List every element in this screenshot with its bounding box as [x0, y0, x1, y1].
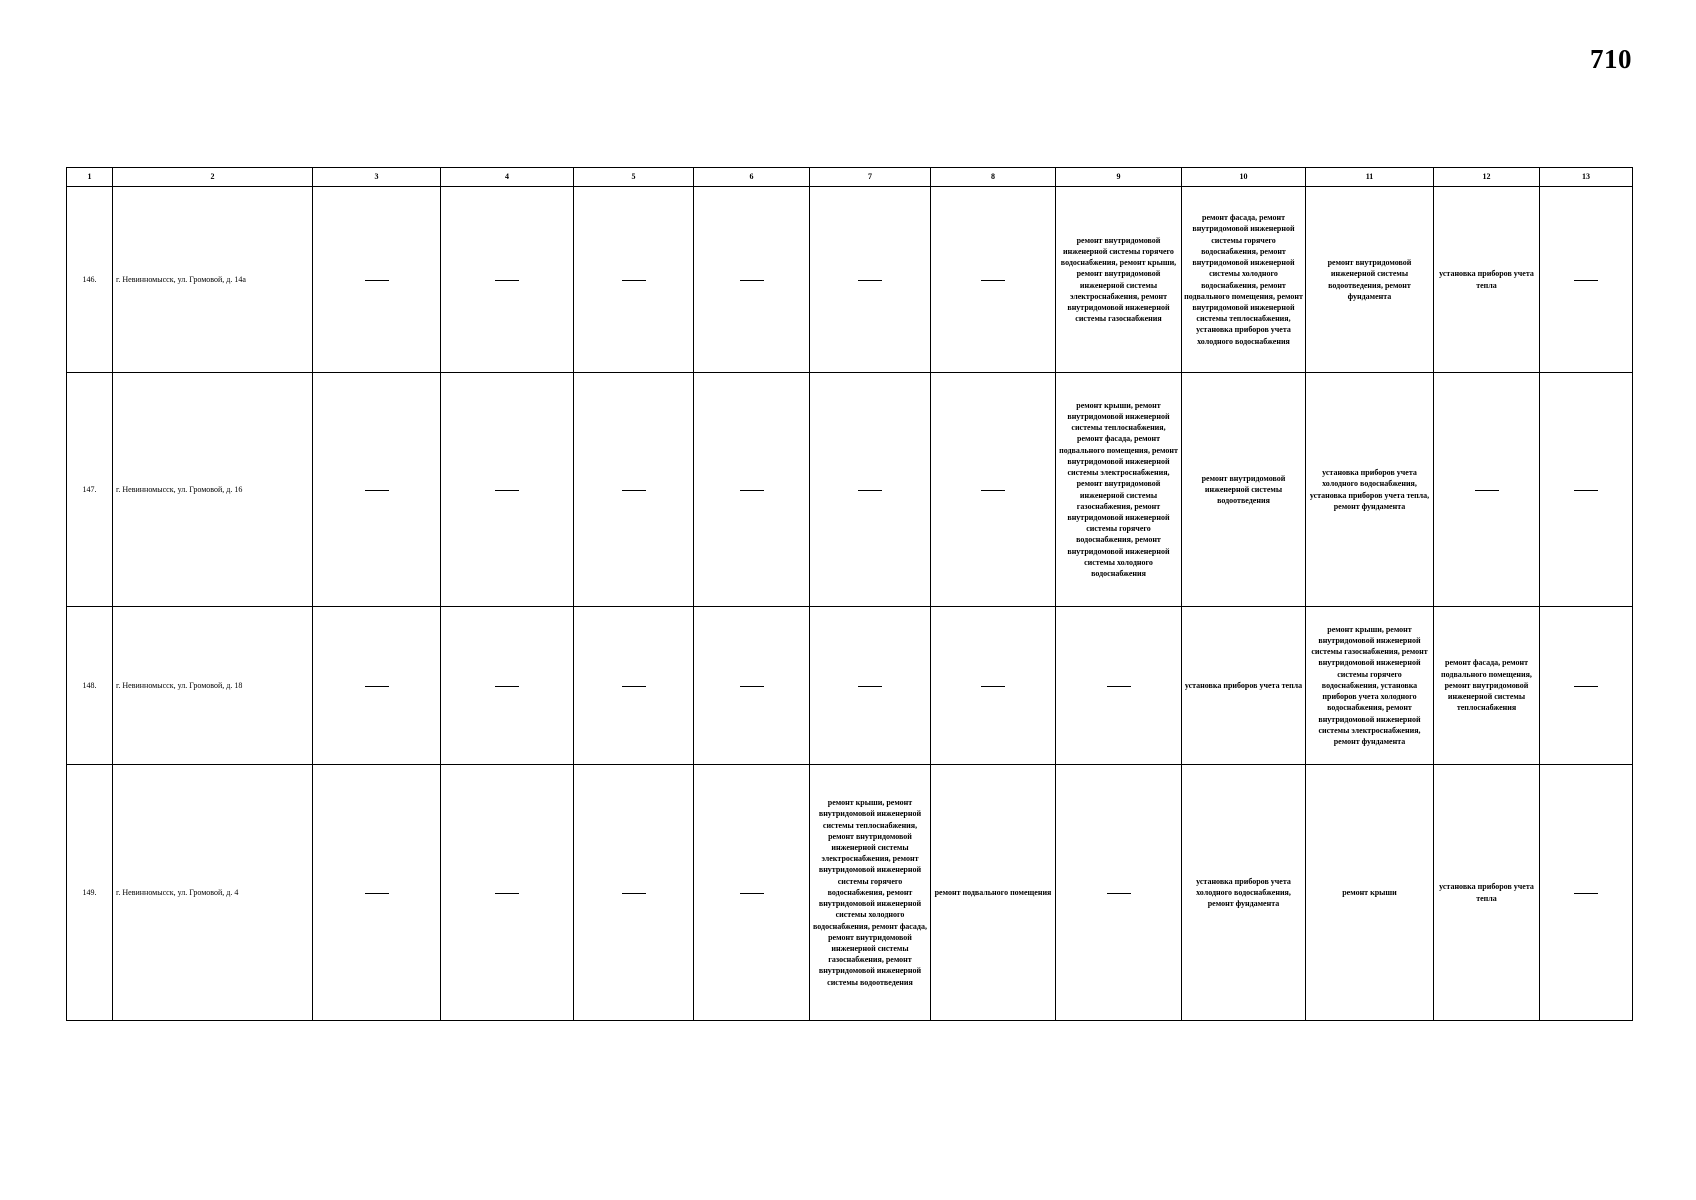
dash-mark [365, 280, 389, 281]
dash-mark [858, 280, 882, 281]
empty-cell [313, 187, 441, 373]
empty-cell [694, 607, 810, 765]
empty-cell [441, 187, 574, 373]
dash-mark [981, 490, 1005, 491]
work-cell: установка приборов учета холодного водоснабжения, установка приборов учета тепла, ремонт фундамента [1306, 373, 1434, 607]
column-header: 13 [1540, 168, 1633, 187]
empty-cell [810, 607, 931, 765]
dash-mark [365, 490, 389, 491]
dash-mark [495, 686, 519, 687]
dash-mark [1475, 490, 1499, 491]
work-cell: ремонт фасада, ремонт подвального помещения, ремонт внутридомовой инженерной системы теплоснабжения [1434, 607, 1540, 765]
table-row [67, 765, 1633, 1021]
work-cell: ремонт крыши, ремонт внутридомовой инженерной системы газоснабжения, ремонт внутридомовой инженерной системы горячего водоснабжения, установка приборов учета холодного водоснабжения, ремонт внутридомовой инженерной системы электроснабжения, ремонт фундамента [1306, 607, 1434, 765]
empty-cell [574, 373, 694, 607]
address-cell: г. Невинномысск, ул. Громовой, д. 16 [113, 373, 313, 607]
empty-cell [931, 373, 1056, 607]
column-header: 4 [441, 168, 574, 187]
works-table-container [66, 167, 1632, 1021]
empty-cell [574, 607, 694, 765]
empty-cell [1540, 765, 1633, 1021]
dash-mark [622, 893, 646, 894]
dash-mark [1574, 686, 1598, 687]
work-cell: установка приборов учета тепла [1434, 765, 1540, 1021]
dash-mark [365, 893, 389, 894]
works-table [66, 167, 1633, 1021]
dash-mark [365, 686, 389, 687]
work-cell: ремонт крыши, ремонт внутридомовой инженерной системы теплоснабжения, ремонт фасада, ремонт подвального помещения, ремонт внутридомовой инженерной системы электроснабжения, ремонт внутридомовой инженерной системы газоснабжения, ремонт внутридомовой инженерной системы горячего водоснабжения, ремонт внутридомовой инженерной системы холодного водоснабжения [1056, 373, 1182, 607]
column-header: 8 [931, 168, 1056, 187]
empty-cell [931, 187, 1056, 373]
empty-cell [810, 373, 931, 607]
dash-mark [622, 490, 646, 491]
column-header: 3 [313, 168, 441, 187]
column-header: 1 [67, 168, 113, 187]
dash-mark [495, 280, 519, 281]
dash-mark [1574, 490, 1598, 491]
dash-mark [1574, 893, 1598, 894]
table-row [67, 607, 1633, 765]
dash-mark [740, 280, 764, 281]
empty-cell [931, 607, 1056, 765]
dash-mark [1574, 280, 1598, 281]
row-number: 148. [67, 607, 113, 765]
dash-mark [495, 490, 519, 491]
empty-cell [694, 373, 810, 607]
empty-cell [694, 765, 810, 1021]
dash-mark [622, 686, 646, 687]
dash-mark [1107, 893, 1131, 894]
dash-mark [981, 686, 1005, 687]
address-cell: г. Невинномысск, ул. Громовой, д. 4 [113, 765, 313, 1021]
dash-mark [740, 893, 764, 894]
empty-cell [694, 187, 810, 373]
address-cell: г. Невинномысск, ул. Громовой, д. 14а [113, 187, 313, 373]
dash-mark [740, 686, 764, 687]
dash-mark [622, 280, 646, 281]
empty-cell [810, 187, 931, 373]
page-number: 710 [1590, 44, 1632, 74]
column-header: 2 [113, 168, 313, 187]
row-number: 146. [67, 187, 113, 373]
column-header: 9 [1056, 168, 1182, 187]
empty-cell [313, 607, 441, 765]
empty-cell [1540, 373, 1633, 607]
table-row [67, 187, 1633, 373]
empty-cell [1434, 373, 1540, 607]
work-cell: ремонт внутридомовой инженерной системы водоотведения [1182, 373, 1306, 607]
dash-mark [1107, 686, 1131, 687]
empty-cell [441, 373, 574, 607]
work-cell: ремонт внутридомовой инженерной системы горячего водоснабжения, ремонт крыши, ремонт внутридомовой инженерной системы электроснабжения, ремонт внутридомовой инженерной системы газоснабжения [1056, 187, 1182, 373]
empty-cell [441, 607, 574, 765]
empty-cell [1540, 187, 1633, 373]
row-number: 149. [67, 765, 113, 1021]
dash-mark [495, 893, 519, 894]
table-row [67, 373, 1633, 607]
empty-cell [574, 765, 694, 1021]
column-header: 7 [810, 168, 931, 187]
address-cell: г. Невинномысск, ул. Громовой, д. 18 [113, 607, 313, 765]
empty-cell [1540, 607, 1633, 765]
column-header: 11 [1306, 168, 1434, 187]
column-number-row [67, 168, 1633, 187]
work-cell: установка приборов учета тепла [1182, 607, 1306, 765]
work-cell: ремонт подвального помещения [931, 765, 1056, 1021]
column-header: 5 [574, 168, 694, 187]
empty-cell [574, 187, 694, 373]
dash-mark [981, 280, 1005, 281]
empty-cell [1056, 607, 1182, 765]
dash-mark [858, 686, 882, 687]
work-cell: установка приборов учета холодного водоснабжения, ремонт фундамента [1182, 765, 1306, 1021]
empty-cell [313, 765, 441, 1021]
empty-cell [441, 765, 574, 1021]
column-header: 10 [1182, 168, 1306, 187]
work-cell: ремонт фасада, ремонт внутридомовой инженерной системы горячего водоснабжения, ремонт внутридомовой инженерной системы холодного водоснабжения, ремонт подвального помещения, ремонт внутридомовой инженерной системы теплоснабжения, установка приборов учета холодного водоснабжения [1182, 187, 1306, 373]
dash-mark [858, 490, 882, 491]
work-cell: установка приборов учета тепла [1434, 187, 1540, 373]
work-cell: ремонт крыши [1306, 765, 1434, 1021]
dash-mark [740, 490, 764, 491]
work-cell: ремонт крыши, ремонт внутридомовой инженерной системы теплоснабжения, ремонт внутридомовой инженерной системы электроснабжения, ремонт внутридомовой инженерной системы горячего водоснабжения, ремонт внутридомовой инженерной системы холодного водоснабжения, ремонт фасада, ремонт внутридомовой инженерной системы газоснабжения, ремонт внутридомовой инженерной системы водоотведения [810, 765, 931, 1021]
column-header: 6 [694, 168, 810, 187]
empty-cell [313, 373, 441, 607]
work-cell: ремонт внутридомовой инженерной системы водоотведения, ремонт фундамента [1306, 187, 1434, 373]
empty-cell [1056, 765, 1182, 1021]
column-header: 12 [1434, 168, 1540, 187]
row-number: 147. [67, 373, 113, 607]
